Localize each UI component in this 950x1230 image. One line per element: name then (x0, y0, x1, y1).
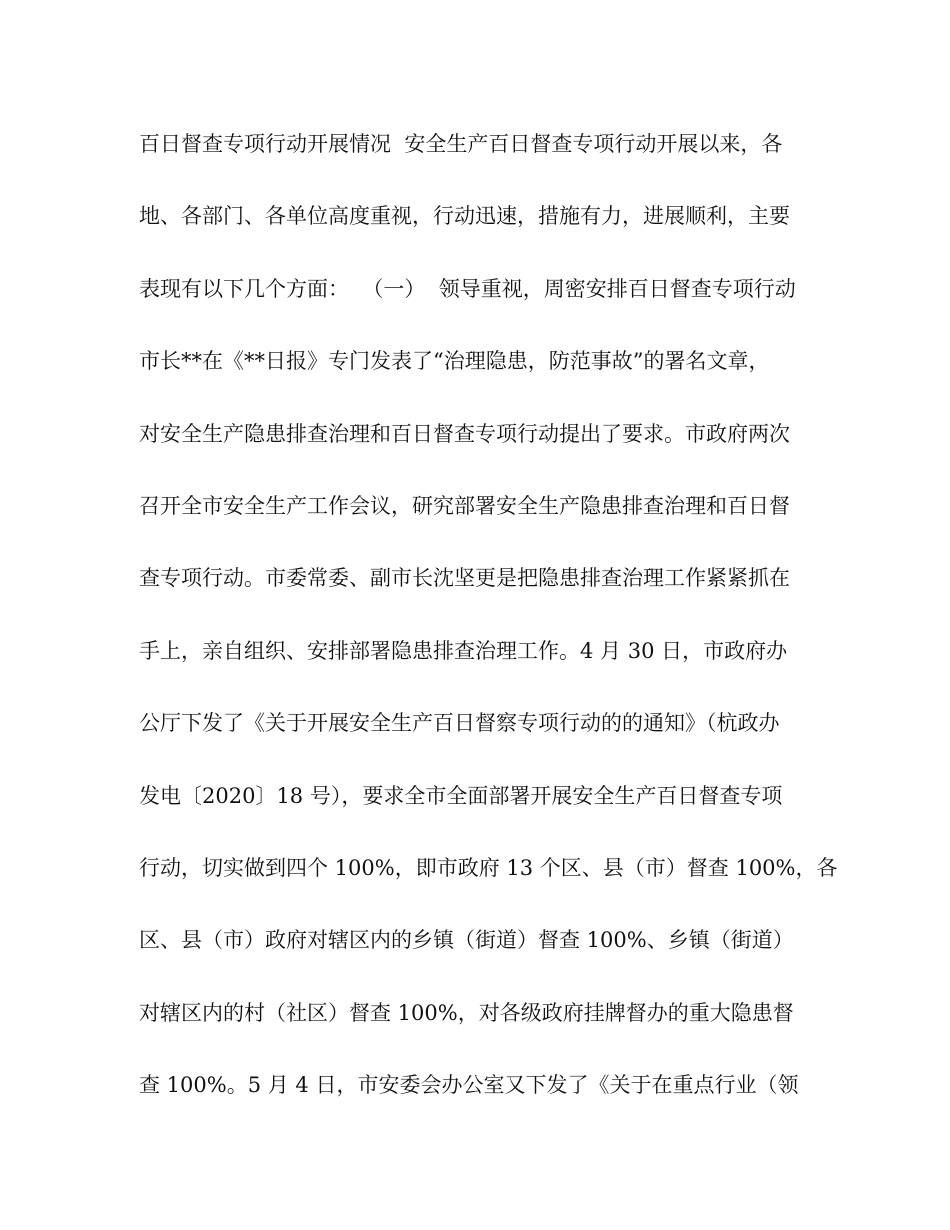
document-body (139, 119, 838, 1132)
text-line-7: 查专项行动。市委常委、副市长沈坚更是把隐患排查治理工作紧紧抓在 (139, 566, 790, 591)
text-line-1: 百日督查专项行动开展情况 安全生产百日督查专项行动开展以来，各 (139, 132, 783, 156)
text-line-5: 对安全生产隐患排查治理和百日督查专项行动提出了要求。市政府两次 (139, 421, 790, 446)
text-line-13: 对辖区内的村（社区）督查 100%，对各级政府挂牌督办的重大隐患督 (139, 1000, 794, 1025)
text-line-9: 公厅下发了《关于开展安全生产百日督察专项行动的的通知》（杭政办 (139, 711, 780, 736)
text-line-3: 表现有以下几个方面： （一） 领导重视，周密安排百日督查专项行动 (139, 276, 796, 301)
text-line-4: 市长**在《**日报》专门发表了“治理隐患，防范事故”的署名文章， (139, 349, 770, 374)
text-line-10: 发电〔2020〕18 号），要求全市全面部署开展安全生产百日督查专项 (139, 783, 783, 808)
text-line-2: 地、各部门、各单位高度重视，行动迅速，措施有力，进展顺利，主要 (139, 204, 790, 229)
text-line-8: 手上，亲自组织、安排部署隐患排查治理工作。4 月 30 日，市政府办 (139, 638, 788, 663)
text-line-11: 行动，切实做到四个 100%，即市政府 13 个区、县（市）督查 100%，各 (139, 855, 838, 880)
text-line-12: 区、县（市）政府对辖区内的乡镇（街道）督查 100%、乡镇（街道） (139, 928, 794, 953)
text-line-14: 查 100%。5 月 4 日，市安委会办公室又下发了《关于在重点行业（领 (139, 1073, 799, 1098)
text-line-6: 召开全市安全生产工作会议，研究部署安全生产隐患排查治理和百日督 (139, 493, 790, 518)
